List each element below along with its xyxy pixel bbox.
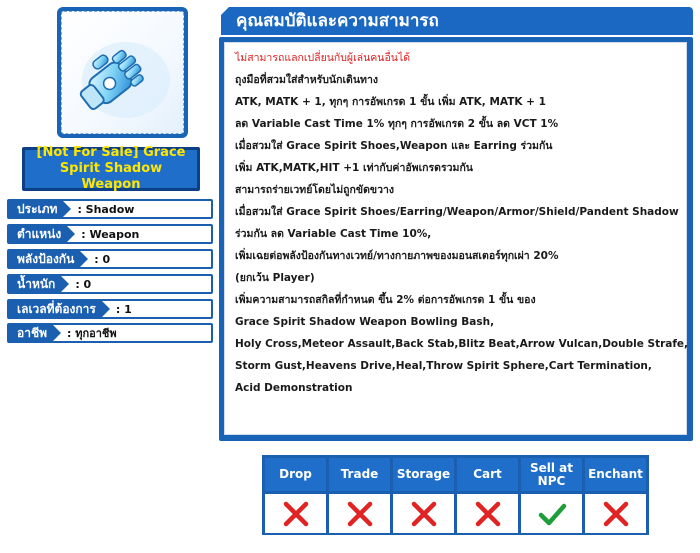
attr-label: น้ำหนัก [9,276,61,292]
description-line: เพิ่มเฉยต่อพลังป้องกันทางเวทย์/ทางกายภาพของมอนสเตอร์ทุกเผ่า 20% [235,250,559,262]
trade-cell-enchant [585,494,646,533]
description-line: ลด Variable Cast Time 1% ทุกๆ การอัพเกรด 2 ขั้น ลด VCT 1% [235,118,559,130]
attr-label: พลังป้องกัน [9,251,80,267]
attr-row-defense [7,249,213,269]
trade-header-sell-at-npc: Sell at NPC [521,458,582,491]
cross-icon [601,499,631,529]
trade-header-cart: Cart [457,458,518,491]
attr-value: : 0 [94,252,111,266]
attr-row-job [7,323,213,343]
cross-icon [281,499,311,529]
attr-value: : Weapon [81,227,140,241]
attr-label: เลเวลที่ต้องการ [9,301,102,317]
attr-value: : ทุกอาชีพ [67,327,117,340]
description-line: เพิ่ม ATK,MATK,HIT +1 เท่ากับค่าอัพเกรดรวมกัน [235,162,473,174]
description-line: สามารถร่ายเวทย์โดยไม่ถูกขัดขวาง [235,184,394,196]
cross-icon [409,499,439,529]
item-name-banner: [Not For Sale] Grace Spirit Shadow Weapon [22,147,200,191]
trade-header-enchant: Enchant [585,458,646,491]
description-panel [219,37,693,441]
description-line: เพิ่มความสามารถสกิลที่กำหนด ขึ้น 2% ต่อการอัพเกรด 1 ขั้น ของ [235,294,536,306]
description-line: เมื่อสวมใส่ Grace Spirit Shoes,Weapon และ Earring ร่วมกัน [235,140,553,152]
description-body [224,42,687,435]
description-line: ถุงมือที่สวมใส่สำหรับนักเดินทาง [235,74,378,86]
gauntlet-icon [68,18,178,128]
description-title: คุณสมบัติและความสามารถ [236,11,439,31]
item-image-frame [61,11,184,134]
cross-icon [473,499,503,529]
description-line: Grace Spirit Shadow Weapon Bowling Bash, [235,316,495,328]
description-line: Storm Gust,Heavens Drive,Heal,Throw Spirit Sphere,Cart Termination, [235,360,652,372]
description-line: (ยกเว้น Player) [235,272,315,284]
attr-row-weight [7,274,213,294]
description-line: เมื่อสวมใส่ Grace Spirit Shoes/Earring/Weapon/Armor/Shield/Pandent Shadow [235,206,679,218]
attr-label: อาชีพ [9,325,53,341]
description-line: ATK, MATK + 1, ทุกๆ การอัพเกรด 1 ขั้น เพิ่ม ATK, MATK + 1 [235,96,546,108]
trade-cell-trade [329,494,390,533]
trade-cell-storage [393,494,454,533]
trade-permissions-table [262,455,649,535]
trade-cell-cart [457,494,518,533]
attr-value: : 1 [115,302,132,316]
trade-cell-drop [265,494,326,533]
attr-value: : Shadow [77,202,135,216]
trade-restriction-note: ไม่สามารถแลกเปลี่ยนกับผู้เล่นคนอื่นได้ [235,52,411,64]
attr-row-required-level [7,299,213,319]
attr-label: ตำแหน่ง [9,226,67,242]
description-line: Holy Cross,Meteor Assault,Back Stab,Blitz Beat,Arrow Vulcan,Double Strafe, [235,338,689,350]
trade-header-storage: Storage [393,458,454,491]
description-line: Acid Demonstration [235,382,353,394]
check-icon [537,499,567,529]
attr-row-position [7,224,213,244]
trade-grid [265,458,646,532]
cross-icon [345,499,375,529]
trade-header-drop: Drop [265,458,326,491]
attr-value: : 0 [75,277,92,291]
trade-cell-sell-at-npc [521,494,582,533]
attr-label: ประเภท [9,201,63,217]
trade-header-trade: Trade [329,458,390,491]
description-line: ร่วมกัน ลด Variable Cast Time 10%, [235,228,432,240]
item-image-card [57,7,188,138]
attr-row-type [7,199,213,219]
